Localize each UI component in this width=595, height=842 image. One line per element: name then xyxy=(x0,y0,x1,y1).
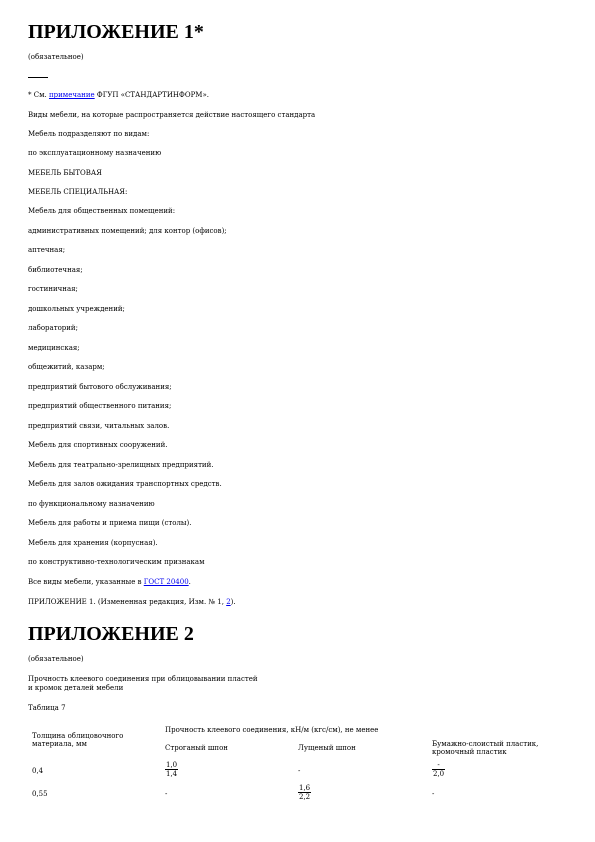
list-item: Мебель подразделяют по видам: xyxy=(28,130,150,138)
list-item: Мебель для залов ожидания транспортных средств. xyxy=(28,480,222,488)
header-plastic-line-2: кромочный пластик xyxy=(432,748,507,756)
appendix-2-subtitle-line-1: Прочность клеевого соединения при облицовывании пластей xyxy=(28,675,258,683)
footnote-suffix: ФГУП «СТАНДАРТИНФОРМ». xyxy=(94,91,209,99)
cell-peeled xyxy=(298,784,311,801)
fraction-denominator: 1,4 xyxy=(166,770,178,778)
fraction-denominator: 2,0 xyxy=(433,770,445,778)
list-item: медицинская; xyxy=(28,344,80,352)
list-item: Мебель для театрально-зрелищных предприятий. xyxy=(28,461,214,469)
list-item: Мебель для общественных помещений: xyxy=(28,207,176,215)
appendix-2-subtitle-line-2: и кромок деталей мебели xyxy=(28,684,124,692)
fraction xyxy=(165,761,178,778)
header-thickness-line-1: Толщина облицовочного xyxy=(32,732,124,740)
header-adhesion-strength: Прочность клеевого соединения, кН/м (кгс/см), не менее xyxy=(165,726,379,734)
list-item: Виды мебели, на которые распространяется действие настоящего стандарта xyxy=(28,111,316,119)
list-item: библиотечная; xyxy=(28,266,83,274)
appendix-1-title: ПРИЛОЖЕНИЕ 1* xyxy=(28,21,204,43)
gost-20400-link[interactable]: ГОСТ 20400 xyxy=(143,578,189,586)
all-types-line xyxy=(28,578,191,587)
cell-thickness: 0,55 xyxy=(32,790,48,798)
footnote-separator xyxy=(28,77,48,78)
appendix-1-mandatory: (обязательное) xyxy=(28,53,84,61)
list-item: по эксплуатационному назначению xyxy=(28,149,162,157)
list-item: Мебель для хранения (корпусная). xyxy=(28,539,158,547)
list-item: общежитий, казарм; xyxy=(28,363,105,371)
table-label: Таблица 7 xyxy=(28,704,66,712)
list-item: по конструктивно-технологическим признакам xyxy=(28,558,205,566)
fraction-numerator: 1,0 xyxy=(166,761,178,769)
footnote-link[interactable]: примечание xyxy=(48,91,95,99)
list-item: МЕБЕЛЬ БЫТОВАЯ xyxy=(28,169,102,177)
header-thickness-line-2: материала, мм xyxy=(32,740,87,748)
cell-plastic xyxy=(432,761,445,778)
fraction-numerator: 1,6 xyxy=(299,784,311,792)
list-item: предприятий бытового обслуживания; xyxy=(28,383,172,391)
list-item: гостиничная; xyxy=(28,285,78,293)
appendix-2-title: ПРИЛОЖЕНИЕ 2 xyxy=(28,623,194,645)
fraction xyxy=(298,784,311,801)
list-item: Мебель для работы и приема пищи (столы). xyxy=(28,519,192,527)
fraction xyxy=(432,761,445,778)
amendment-note xyxy=(28,598,236,607)
header-peeled-veneer: Лущеный шпон xyxy=(298,744,356,752)
list-item: Мебель для спортивных сооружений. xyxy=(28,441,168,449)
header-plastic xyxy=(432,740,538,756)
list-item: лабораторий; xyxy=(28,324,78,332)
list-item: аптечная; xyxy=(28,246,66,254)
header-planed-veneer: Строганый шпон xyxy=(165,744,228,752)
header-plastic-line-1: Бумажно-слоистый пластик, xyxy=(432,740,539,748)
cell-planed xyxy=(165,761,178,778)
amendment-2-link[interactable]: 2 xyxy=(226,598,231,606)
all-types-suffix: . xyxy=(188,578,191,586)
list-item: дошкольных учреждений; xyxy=(28,305,125,313)
footnote-prefix: * См. xyxy=(28,91,49,99)
list-item: административных помещений; для контор (офисов); xyxy=(28,227,227,235)
cell-plastic: - xyxy=(432,790,435,798)
list-item: предприятий связи, читальных залов. xyxy=(28,422,170,430)
footnote xyxy=(28,91,209,100)
header-thickness xyxy=(32,732,123,748)
fraction-numerator: - xyxy=(432,761,445,770)
list-item: МЕБЕЛЬ СПЕЦИАЛЬНАЯ: xyxy=(28,188,128,196)
cell-thickness: 0,4 xyxy=(32,767,44,775)
list-item: предприятий общественного питания; xyxy=(28,402,172,410)
amendment-suffix: ). xyxy=(230,598,236,606)
cell-planed: - xyxy=(165,790,168,798)
amendment-prefix: ПРИЛОЖЕНИЕ 1. (Измененная редакция, Изм. № 1, xyxy=(28,598,227,606)
all-types-prefix: Все виды мебели, указанные в xyxy=(28,578,144,586)
fraction-denominator: 2,2 xyxy=(299,793,311,801)
list-item: по функциональному назначению xyxy=(28,500,155,508)
cell-peeled: - xyxy=(298,767,301,775)
appendix-2-mandatory: (обязательное) xyxy=(28,655,84,663)
